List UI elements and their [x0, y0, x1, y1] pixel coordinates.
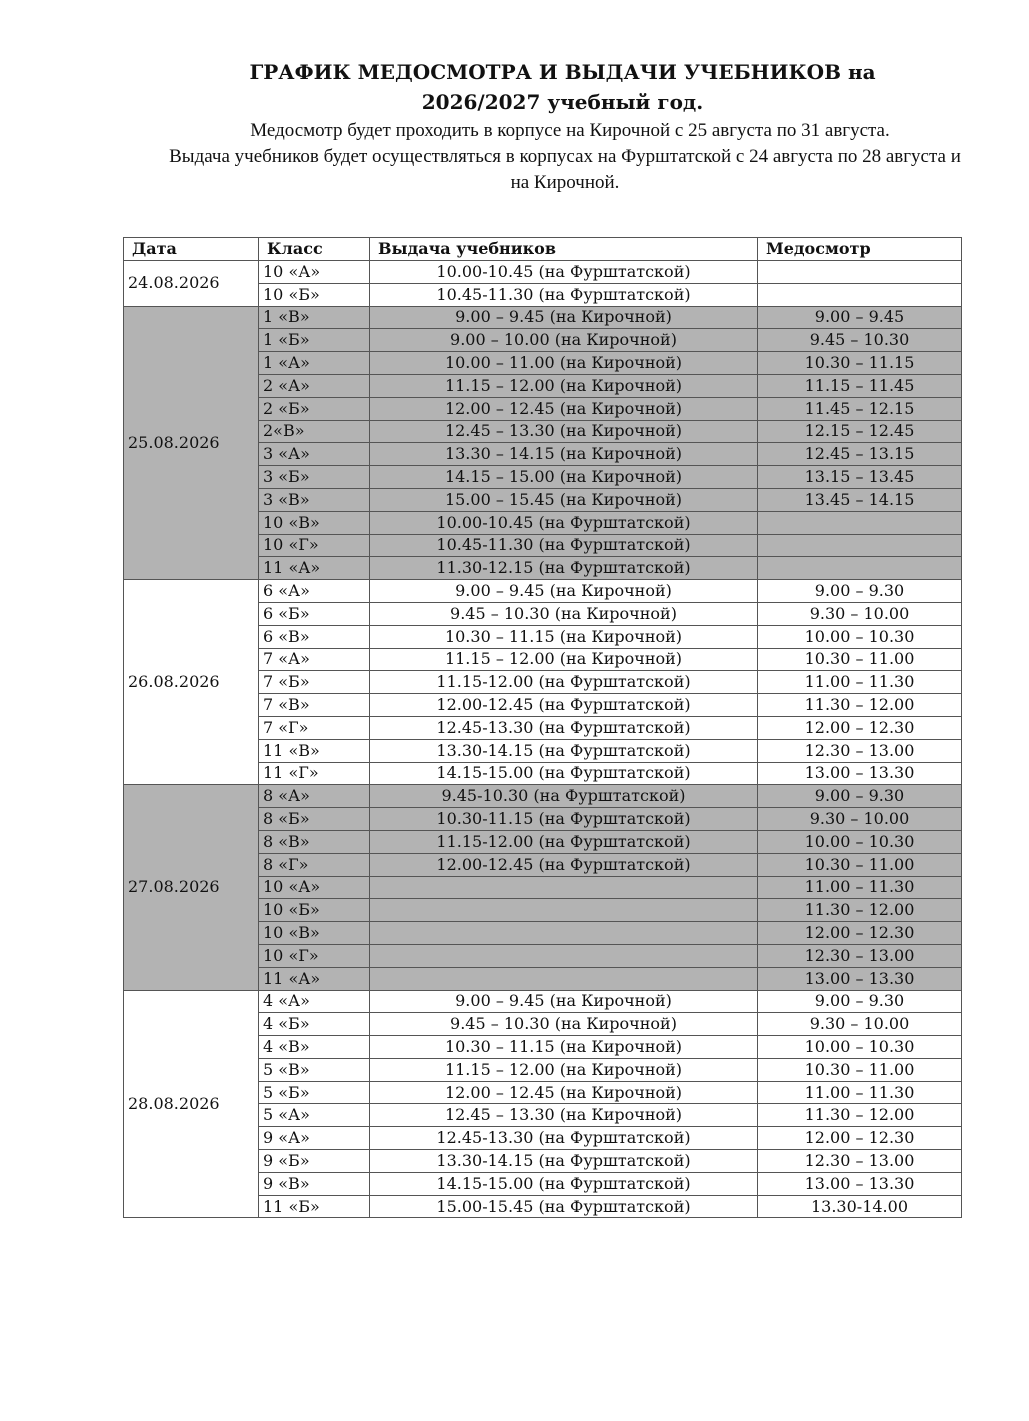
cell-class: 11 «Г» — [259, 762, 370, 785]
cell-class: 6 «А» — [259, 580, 370, 603]
cell-medical: 12.30 – 13.00 — [758, 739, 962, 762]
table-header-row — [124, 238, 962, 261]
cell-medical: 12.00 – 12.30 — [758, 922, 962, 945]
cell-medical — [758, 511, 962, 534]
cell-textbooks: 11.15-12.00 (на Фурштатской) — [370, 830, 758, 853]
cell-medical: 12.00 – 12.30 — [758, 1127, 962, 1150]
schedule-body — [124, 261, 962, 1218]
cell-class: 3 «В» — [259, 488, 370, 511]
cell-textbooks: 13.30-14.15 (на Фурштатской) — [370, 1150, 758, 1173]
cell-date: 26.08.2026 — [124, 580, 259, 785]
cell-class: 10 «Г» — [259, 944, 370, 967]
cell-textbooks: 9.00 – 10.00 (на Кирочной) — [370, 329, 758, 352]
cell-textbooks: 14.15 – 15.00 (на Кирочной) — [370, 466, 758, 489]
cell-class: 10 «Б» — [259, 283, 370, 306]
cell-textbooks: 11.30-12.15 (на Фурштатской) — [370, 557, 758, 580]
cell-class: 10 «Б» — [259, 899, 370, 922]
cell-class: 8 «Г» — [259, 853, 370, 876]
cell-textbooks: 11.15 – 12.00 (на Кирочной) — [370, 648, 758, 671]
cell-class: 11 «А» — [259, 967, 370, 990]
cell-class: 7 «Г» — [259, 716, 370, 739]
cell-medical: 11.00 – 11.30 — [758, 1081, 962, 1104]
table-row — [124, 990, 962, 1013]
cell-class: 5 «В» — [259, 1058, 370, 1081]
cell-medical: 10.00 – 10.30 — [758, 1036, 962, 1059]
cell-class: 5 «А» — [259, 1104, 370, 1127]
cell-medical: 12.00 – 12.30 — [758, 716, 962, 739]
cell-textbooks: 12.00 – 12.45 (на Кирочной) — [370, 1081, 758, 1104]
cell-class: 6 «Б» — [259, 602, 370, 625]
cell-class: 1 «А» — [259, 352, 370, 375]
cell-medical: 12.30 – 13.00 — [758, 1150, 962, 1173]
cell-class: 7 «Б» — [259, 671, 370, 694]
cell-medical: 9.30 – 10.00 — [758, 1013, 962, 1036]
cell-textbooks: 10.30 – 11.15 (на Кирочной) — [370, 625, 758, 648]
cell-medical: 11.15 – 11.45 — [758, 374, 962, 397]
cell-textbooks: 15.00 – 15.45 (на Кирочной) — [370, 488, 758, 511]
cell-medical: 11.30 – 12.00 — [758, 694, 962, 717]
cell-textbooks: 11.15-12.00 (на Фурштатской) — [370, 671, 758, 694]
cell-medical: 10.30 – 11.00 — [758, 853, 962, 876]
cell-medical: 11.45 – 12.15 — [758, 397, 962, 420]
cell-date: 28.08.2026 — [124, 990, 259, 1218]
cell-medical: 11.30 – 12.00 — [758, 899, 962, 922]
cell-textbooks: 12.45-13.30 (на Фурштатской) — [370, 1127, 758, 1150]
cell-medical: 9.00 – 9.30 — [758, 785, 962, 808]
cell-class: 11 «А» — [259, 557, 370, 580]
cell-class: 1 «В» — [259, 306, 370, 329]
cell-textbooks: 10.30-11.15 (на Фурштатской) — [370, 808, 758, 831]
cell-textbooks: 9.45 – 10.30 (на Кирочной) — [370, 602, 758, 625]
cell-textbooks: 12.45-13.30 (на Фурштатской) — [370, 716, 758, 739]
cell-textbooks: 9.00 – 9.45 (на Кирочной) — [370, 990, 758, 1013]
cell-medical: 9.00 – 9.30 — [758, 990, 962, 1013]
cell-class: 9 «Б» — [259, 1150, 370, 1173]
cell-class: 7 «А» — [259, 648, 370, 671]
cell-textbooks: 10.30 – 11.15 (на Кирочной) — [370, 1036, 758, 1059]
cell-medical: 9.00 – 9.45 — [758, 306, 962, 329]
cell-date: 27.08.2026 — [124, 785, 259, 990]
cell-class: 4 «А» — [259, 990, 370, 1013]
cell-medical: 10.00 – 10.30 — [758, 830, 962, 853]
cell-date: 24.08.2026 — [124, 261, 259, 307]
cell-textbooks: 10.45-11.30 (на Фурштатской) — [370, 534, 758, 557]
cell-medical: 13.00 – 13.30 — [758, 762, 962, 785]
cell-textbooks: 12.45 – 13.30 (на Кирочной) — [370, 1104, 758, 1127]
cell-textbooks: 9.00 – 9.45 (на Кирочной) — [370, 306, 758, 329]
cell-class: 1 «Б» — [259, 329, 370, 352]
cell-textbooks — [370, 944, 758, 967]
table-row — [124, 580, 962, 603]
cell-class: 10 «А» — [259, 261, 370, 284]
table-row — [124, 261, 962, 284]
cell-class: 4 «В» — [259, 1036, 370, 1059]
document-title-line-2: 2026/2027 учебный год. — [421, 90, 704, 114]
cell-medical: 11.00 – 11.30 — [758, 876, 962, 899]
cell-class: 9 «А» — [259, 1127, 370, 1150]
header-textbooks: Выдача учебников — [370, 238, 758, 261]
cell-class: 10 «А» — [259, 876, 370, 899]
cell-medical: 9.45 – 10.30 — [758, 329, 962, 352]
cell-textbooks: 9.45 – 10.30 (на Кирочной) — [370, 1013, 758, 1036]
cell-textbooks: 10.00-10.45 (на Фурштатской) — [370, 511, 758, 534]
cell-textbooks — [370, 967, 758, 990]
document-title-line-1: ГРАФИК МЕДОСМОТРА И ВЫДАЧИ УЧЕБНИКОВ на — [249, 60, 876, 84]
schedule-table — [123, 237, 962, 1218]
cell-textbooks: 9.45-10.30 (на Фурштатской) — [370, 785, 758, 808]
cell-textbooks: 13.30 – 14.15 (на Кирочной) — [370, 443, 758, 466]
cell-class: 11 «В» — [259, 739, 370, 762]
cell-medical: 10.30 – 11.15 — [758, 352, 962, 375]
cell-medical: 9.30 – 10.00 — [758, 602, 962, 625]
header-class: Класс — [259, 238, 370, 261]
cell-class: 11 «Б» — [259, 1195, 370, 1218]
cell-textbooks: 10.00 – 11.00 (на Кирочной) — [370, 352, 758, 375]
cell-medical: 11.30 – 12.00 — [758, 1104, 962, 1127]
cell-class: 8 «А» — [259, 785, 370, 808]
cell-medical — [758, 261, 962, 284]
cell-class: 5 «Б» — [259, 1081, 370, 1104]
cell-medical: 12.45 – 13.15 — [758, 443, 962, 466]
cell-medical: 13.15 – 13.45 — [758, 466, 962, 489]
table-row — [124, 785, 962, 808]
cell-textbooks: 15.00-15.45 (на Фурштатской) — [370, 1195, 758, 1218]
table-row — [124, 306, 962, 329]
cell-class: 8 «Б» — [259, 808, 370, 831]
header-medical: Медосмотр — [758, 238, 962, 261]
cell-medical: 12.15 – 12.45 — [758, 420, 962, 443]
subtitle-line-2: Выдача учебников будет осуществляться в корпусах на Фурштатской с 24 августа по 28 августа и на Кирочной. — [169, 146, 961, 193]
cell-textbooks: 9.00 – 9.45 (на Кирочной) — [370, 580, 758, 603]
cell-textbooks: 11.15 – 12.00 (на Кирочной) — [370, 374, 758, 397]
cell-class: 3 «Б» — [259, 466, 370, 489]
cell-medical — [758, 557, 962, 580]
cell-class: 4 «Б» — [259, 1013, 370, 1036]
cell-medical: 13.00 – 13.30 — [758, 967, 962, 990]
cell-medical: 11.00 – 11.30 — [758, 671, 962, 694]
cell-textbooks: 12.00 – 12.45 (на Кирочной) — [370, 397, 758, 420]
cell-medical: 12.30 – 13.00 — [758, 944, 962, 967]
cell-medical — [758, 283, 962, 306]
cell-class: 7 «В» — [259, 694, 370, 717]
cell-textbooks: 12.00-12.45 (на Фурштатской) — [370, 694, 758, 717]
cell-class: 10 «В» — [259, 511, 370, 534]
cell-textbooks: 14.15-15.00 (на Фурштатской) — [370, 1172, 758, 1195]
cell-class: 2 «А» — [259, 374, 370, 397]
cell-textbooks: 10.00-10.45 (на Фурштатской) — [370, 261, 758, 284]
cell-medical: 13.45 – 14.15 — [758, 488, 962, 511]
cell-class: 2«В» — [259, 420, 370, 443]
subtitle-line-1: Медосмотр будет проходить в корпусе на Кирочной с 25 августа по 31 августа. — [250, 120, 890, 141]
cell-medical: 9.30 – 10.00 — [758, 808, 962, 831]
cell-textbooks: 12.45 – 13.30 (на Кирочной) — [370, 420, 758, 443]
cell-class: 6 «В» — [259, 625, 370, 648]
cell-class: 2 «Б» — [259, 397, 370, 420]
cell-date: 25.08.2026 — [124, 306, 259, 580]
cell-textbooks: 13.30-14.15 (на Фурштатской) — [370, 739, 758, 762]
cell-medical: 9.00 – 9.30 — [758, 580, 962, 603]
cell-textbooks — [370, 876, 758, 899]
cell-class: 10 «В» — [259, 922, 370, 945]
cell-textbooks: 10.45-11.30 (на Фурштатской) — [370, 283, 758, 306]
cell-medical — [758, 534, 962, 557]
cell-textbooks — [370, 922, 758, 945]
cell-medical: 13.00 – 13.30 — [758, 1172, 962, 1195]
cell-class: 3 «А» — [259, 443, 370, 466]
cell-textbooks: 12.00-12.45 (на Фурштатской) — [370, 853, 758, 876]
cell-class: 9 «В» — [259, 1172, 370, 1195]
cell-class: 8 «В» — [259, 830, 370, 853]
cell-medical: 13.30-14.00 — [758, 1195, 962, 1218]
cell-medical: 10.00 – 10.30 — [758, 625, 962, 648]
cell-textbooks: 14.15-15.00 (на Фурштатской) — [370, 762, 758, 785]
cell-class: 10 «Г» — [259, 534, 370, 557]
cell-medical: 10.30 – 11.00 — [758, 1058, 962, 1081]
cell-medical: 10.30 – 11.00 — [758, 648, 962, 671]
cell-textbooks — [370, 899, 758, 922]
header-date: Дата — [124, 238, 259, 261]
cell-textbooks: 11.15 – 12.00 (на Кирочной) — [370, 1058, 758, 1081]
